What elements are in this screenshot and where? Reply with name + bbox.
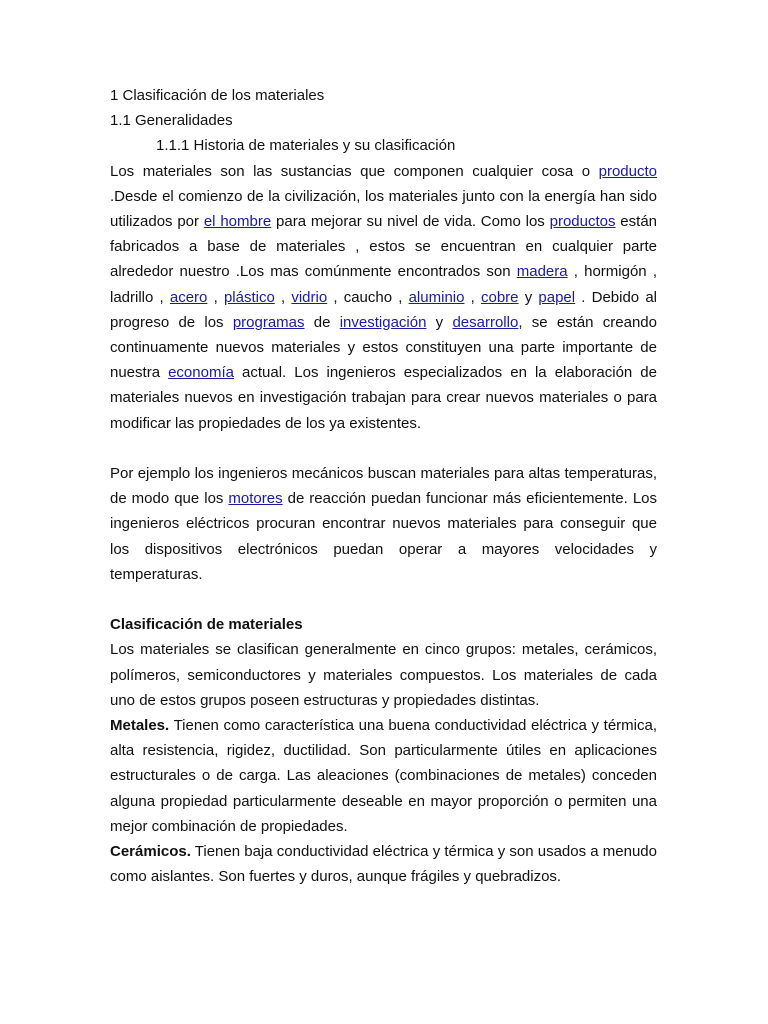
text-run: actual. Los ingenieros especializados en la elaboración de materiales nuevos en investigación trabajan para crear nuevos materiales o para modificar las propiedades de los ya existentes. [110,364,657,432]
text-run: .Desde el comienzo de la civilización, los materiales junto con la energía han sido utilizados por [110,187,657,231]
text-run: Los materiales son las sustancias que componen cualquier cosa o [110,162,599,180]
link-aluminio[interactable]: aluminio [408,288,465,306]
link-papel[interactable]: papel [538,288,576,306]
section-heading-text: Clasificación de materiales [110,616,303,634]
link-investigacion[interactable]: investigación [339,313,427,331]
text-run: , hormigón , ladrillo , [110,263,657,306]
text-run: , se están creando continuamente nuevos materiales y estos constituyen una parte importante de nuestra [110,313,657,382]
text-run: , [464,288,481,306]
text-run: Tienen como característica una buena conductividad eléctrica y térmica, alta resistencia, rigidez, ductilidad. Son particularmente útiles en aplicaciones estructurales o de carga. Las aleaciones (combinaciones de metales) conceden alguna propiedad particularmente deseable en mayor proporción o permiten una mejor combinación de propiedades. [110,717,657,835]
link-producto[interactable]: producto [598,162,657,180]
heading-level-3: 1.1.1 Historia de materiales y su clasificación [156,137,456,155]
paragraph-grupos: Los materiales se clasifican generalmente en cinco grupos: metales, cerámicos, polímeros, semiconductores y materiales compuestos. Los materiales de cada uno de estos grupos poseen estructuras y propiedades distintas. [110,641,657,709]
text-run: , [274,288,292,306]
link-acero[interactable]: acero [169,288,208,306]
link-economia[interactable]: economía [168,364,234,382]
link-programas[interactable]: programas [232,313,305,331]
document-body [110,83,657,889]
link-desarrollo[interactable]: desarrollo [452,313,519,331]
text-run: y [518,288,539,306]
link-vidrio[interactable]: vidrio [291,288,328,306]
paragraph-metales [110,713,657,839]
heading-level-2: 1.1 Generalidades [110,112,233,130]
link-plastico[interactable]: plástico [223,288,275,306]
term-label-ceramicos: Cerámicos. [110,843,191,861]
text-run: . Debido al progreso de los [110,288,657,331]
text-run: de [304,313,340,331]
text-run: , [207,288,224,306]
text-run: de reacción puedan funcionar más eficientemente. Los ingenieros eléctricos procuran encontrar nuevos materiales para conseguir que los dispositivos electrónicos puedan operar a mayores velocidades y temperaturas. [110,490,658,583]
link-el-hombre[interactable]: el hombre [203,213,272,231]
heading-level-1: 1 Clasificación de los materiales [110,87,325,104]
text-run: Tienen baja conductividad eléctrica y térmica y son usados a menudo como aislantes. Son fuertes y duros, aunque frágiles y quebradizos. [110,843,657,886]
section-heading-clasificacion [110,612,657,637]
paragraph-spacer [110,436,657,461]
term-label-metales: Metales. [110,717,170,735]
link-cobre[interactable]: cobre [481,288,519,306]
paragraph-spacer [110,587,657,612]
text-run: están fabricados a base de materiales , estos se encuentran en cualquier parte alrededor nuestro .Los mas comúnmente encontrados son [110,213,658,281]
text-run: y [426,313,453,331]
text-run: para mejorar su nivel de vida. Como los [271,213,550,231]
text-run: , caucho , [327,288,409,306]
link-productos[interactable]: productos [549,213,616,231]
link-motores[interactable]: motores [228,490,283,508]
paragraph-ceramicos [110,839,657,889]
paragraph-historia [110,159,657,436]
link-madera[interactable]: madera [516,263,568,281]
text-run: Por ejemplo los ingenieros mecánicos buscan materiales para altas temperaturas, de modo que los [110,465,657,508]
paragraph-ejemplo [110,461,657,587]
